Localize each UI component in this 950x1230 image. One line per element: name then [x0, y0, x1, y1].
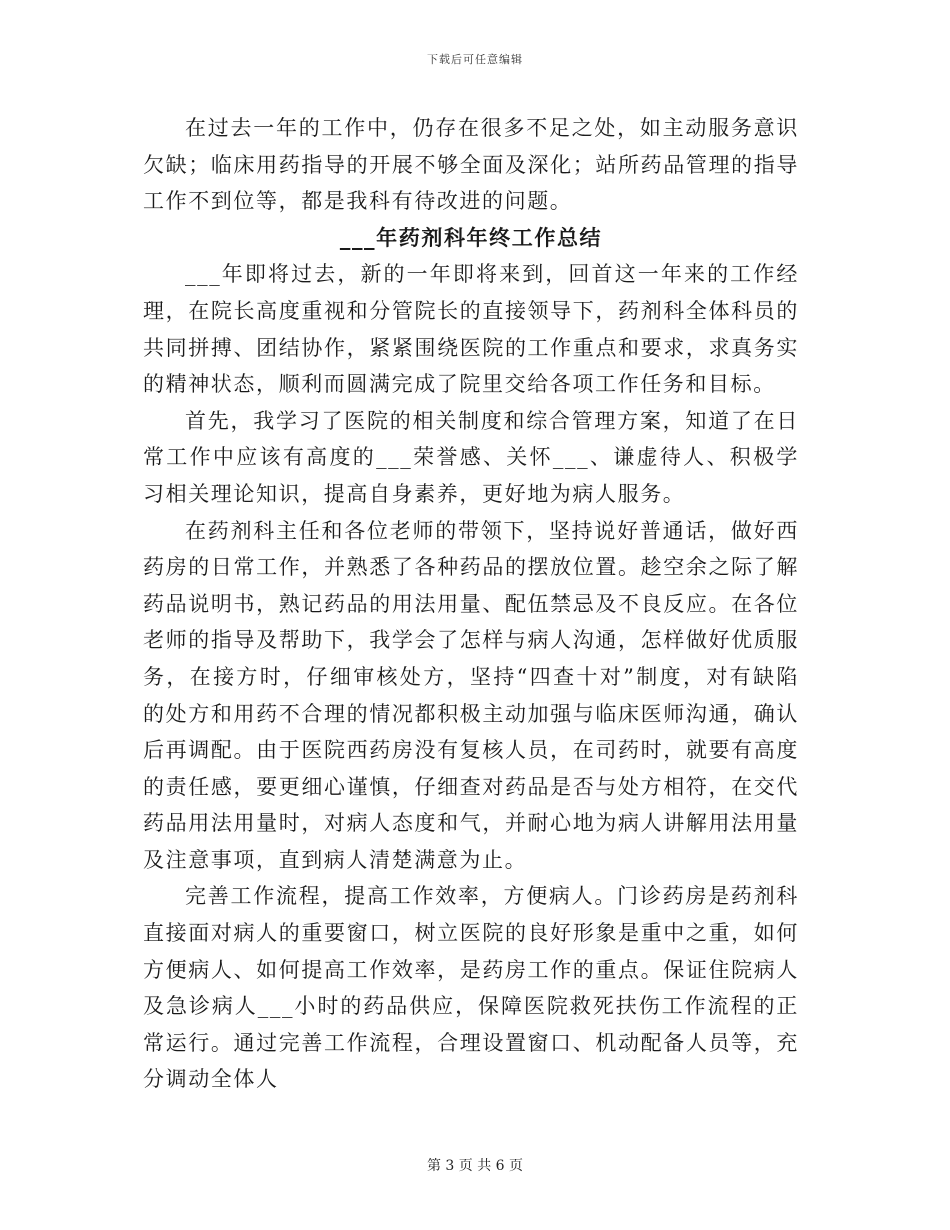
paragraph-pharmacy-work: 在药剂科主任和各位老师的带领下，坚持说好普通话，做好西药房的日常工作，并熟悉了各种药品的摆放位置。趁空余之际了解药品说明书，熟记药品的用法用量、配伍禁忌及不良反应。在各位老师的指导及帮助下，我学会了怎样与病人沟通，怎样做好优质服务，在接方时，仔细审核处方，坚持“四查十对”制度，对有缺陷的处方和用药不合理的情况都积极主动加强与临床医师沟通，确认后再调配。由于医院西药房没有复核人员，在司药时，就要有高度的责任感，要更细心谨慎，仔细查对药品是否与处方相符，在交代药品用法用量时，对病人态度和气，并耐心地为病人讲解用法用量及注意事项，直到病人清楚满意为止。	[143, 518, 799, 872]
paragraph-intro: 在过去一年的工作中，仍存在很多不足之处，如主动服务意识欠缺；临床用药指导的开展不够全面及深化；站所药品管理的指导工作不到位等，都是我科有待改进的问题。	[143, 116, 799, 214]
page-header: 下载后可任意编辑	[427, 53, 523, 66]
paragraph-learning: 首先，我学习了医院的相关制度和综合管理方案，知道了在日常工作中应该有高度的___荣誉感、关怀___、谦虚待人、积极学习相关理论知识，提高自身素养，更好地为病人服务。	[143, 408, 799, 506]
section-title: ___年药剂科年终工作总结	[339, 224, 603, 250]
page-number-footer: 第 3 页 共 6 页	[426, 1158, 524, 1174]
document-body	[143, 110, 799, 1098]
paragraph-opening: ___年即将过去，新的一年即将来到，回首这一年来的工作经理，在院长高度重视和分管院长的直接领导下，药剂科全体科员的共同拼搏、团结协作，紧紧围绕医院的工作重点和要求，求真务实的精神状态，顺利而圆满完成了院里交给各项工作任务和目标。	[143, 262, 799, 397]
paragraph-workflow: 完善工作流程，提高工作效率，方便病人。门诊药房是药剂科直接面对病人的重要窗口，树立医院的良好形象是重中之重，如何方便病人、如何提高工作效率，是药房工作的重点。保证住院病人及急诊病人___小时的药品供应，保障医院救死扶伤工作流程的正常运行。通过完善工作流程，合理设置窗口、机动配备人员等，充分调动全体人	[143, 884, 799, 1092]
